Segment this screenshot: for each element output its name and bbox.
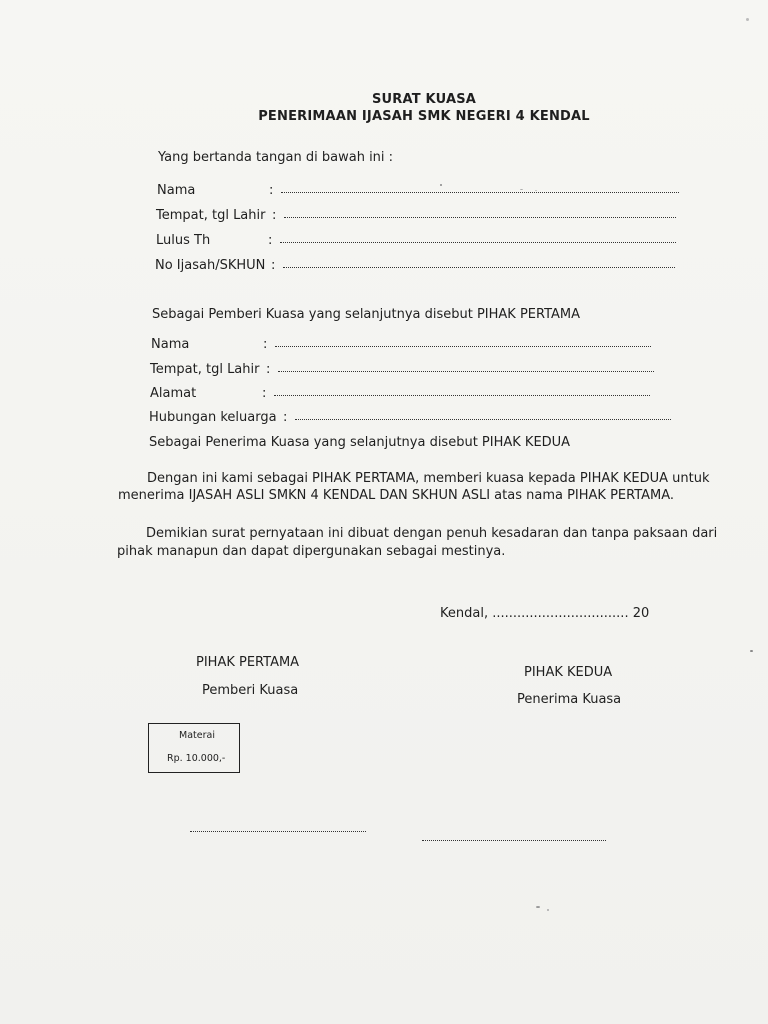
first-party-role: Pemberi Kuasa <box>202 683 299 698</box>
authorization-paragraph-line-2: menerima IJASAH ASLI SMKN 4 KENDAL DAN SKHUN ASLI atas nama PIHAK PERTAMA. <box>118 488 675 503</box>
field-colon: : <box>272 208 277 223</box>
field-colon: : <box>268 233 273 248</box>
second-party-relationship-field <box>149 410 671 425</box>
fill-in-line <box>284 215 676 218</box>
field-colon: : <box>271 258 276 273</box>
first-party-name-field <box>157 183 679 198</box>
fill-in-line <box>281 190 679 193</box>
document-title: SURAT KUASA <box>371 92 477 107</box>
scan-speck <box>535 190 537 191</box>
field-colon: : <box>266 362 271 377</box>
scan-speck <box>746 18 749 21</box>
fill-in-line <box>274 393 650 396</box>
materai-value: Rp. 10.000,- <box>167 753 226 764</box>
second-party-birth-field <box>150 362 654 377</box>
fill-in-line <box>280 240 676 243</box>
second-party-title: PIHAK KEDUA <box>524 665 613 680</box>
field-colon: : <box>262 386 267 401</box>
place-date-line: Kendal, ................................. 20 <box>440 606 650 621</box>
first-party-signature-line <box>190 829 366 832</box>
intro-text: Yang bertanda tangan di bawah ini : <box>158 150 394 165</box>
second-party-signature-line <box>422 838 606 841</box>
second-party-statement: Sebagai Penerima Kuasa yang selanjutnya disebut PIHAK KEDUA <box>149 435 571 450</box>
field-colon: : <box>283 410 288 425</box>
materai-label: Materai <box>179 730 215 741</box>
authorization-paragraph-line-1: Dengan ini kami sebagai PIHAK PERTAMA, memberi kuasa kepada PIHAK KEDUA untuk <box>147 471 710 486</box>
first-party-certificate-field <box>155 258 675 273</box>
field-label: Nama <box>157 183 196 198</box>
scan-speck <box>547 909 549 911</box>
first-party-title: PIHAK PERTAMA <box>196 655 300 670</box>
first-party-birth-field <box>156 208 676 223</box>
scan-speck <box>440 184 442 186</box>
field-label: Lulus Th <box>156 233 211 248</box>
field-label: Tempat, tgl Lahir <box>156 208 266 223</box>
fill-in-line <box>275 344 651 347</box>
second-party-role: Penerima Kuasa <box>517 692 622 707</box>
fill-in-line <box>295 417 671 420</box>
first-party-statement: Sebagai Pemberi Kuasa yang selanjutnya disebut PIHAK PERTAMA <box>152 307 581 322</box>
scan-speck <box>520 189 523 190</box>
scan-speck <box>750 650 753 652</box>
closing-paragraph-line-1: Demikian surat pernyataan ini dibuat dengan penuh kesadaran dan tanpa paksaan dari <box>146 526 718 541</box>
materai-stamp-box <box>148 723 240 773</box>
field-label: Hubungan keluarga <box>149 410 277 425</box>
first-party-graduation-field <box>156 233 676 248</box>
second-party-address-field <box>150 386 650 401</box>
second-party-name-field <box>151 337 651 352</box>
field-label: Alamat <box>150 386 197 401</box>
closing-paragraph-line-2: pihak manapun dan dapat dipergunakan sebagai mestinya. <box>117 544 506 559</box>
field-label: Nama <box>151 337 190 352</box>
fill-in-line <box>278 369 654 372</box>
field-label: No Ijasah/SKHUN <box>155 258 266 273</box>
field-label: Tempat, tgl Lahir <box>150 362 260 377</box>
fill-in-line <box>283 265 675 268</box>
field-colon: : <box>269 183 274 198</box>
document-subtitle: PENERIMAAN IJASAH SMK NEGERI 4 KENDAL <box>258 109 590 124</box>
field-colon: : <box>263 337 268 352</box>
scan-speck <box>536 906 540 908</box>
